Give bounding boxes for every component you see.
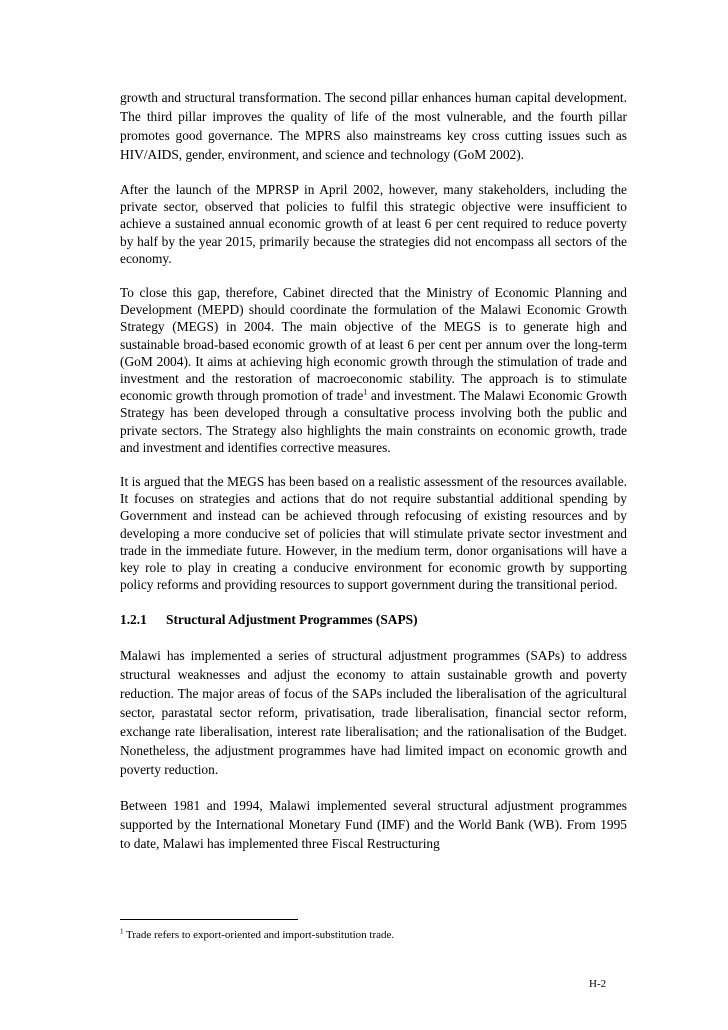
paragraph-megs-text-after: and investment. The Malawi Economic Growth Strategy has been developed through a consultative process involving both the public and private sectors. The Strategy also highlights the main constraints on economic growth, trade and investment and identifies corrective measures. xyxy=(120,388,627,455)
footnote-divider xyxy=(120,919,298,920)
paragraph-saps-history: Between 1981 and 1994, Malawi implemented several structural adjustment programmes supported by the International Monetary Fund (IMF) and the World Bank (WB). From 1995 to date, Malawi has implemented three Fiscal Restructuring xyxy=(120,798,627,852)
section-number: 1.2.1 xyxy=(120,612,147,628)
footnote-reference[interactable]: 1 xyxy=(363,387,368,397)
footnote xyxy=(120,928,394,942)
paragraph-mprsp-launch: After the launch of the MPRSP in April 2002, however, many stakeholders, including the private sector, observed that policies to fulfil this strategic objective were insufficient to achieve a sustained annual economic growth of at least 6 per cent required to reduce poverty by half by the year 2015, primarily because the strategies did not encompass all sectors of the economy. xyxy=(120,182,627,266)
section-heading xyxy=(120,610,627,629)
page-number: H-2 xyxy=(589,978,607,990)
paragraph-megs-formulation xyxy=(120,284,627,456)
footnote-text: Trade refers to export-oriented and import-substitution trade. xyxy=(123,929,395,941)
section-title: Structural Adjustment Programmes (SAPS) xyxy=(166,612,418,628)
paragraph-megs-text-before: To close this gap, therefore, Cabinet directed that the Ministry of Economic Planning and Development (MEPD) should coordinate the formulation of the Malawi Economic Growth Strategy (MEGS) in 2004. The main objective of the MEGS is to generate high and sustainable broad-based economic growth of at least 6 per cent per annum over the long-term (GoM 2004). It aims at achieving high economic growth through the stimulation of trade and investment and the restoration of macroeconomic stability. The approach is to stimulate economic growth through promotion of trade xyxy=(120,285,627,404)
footnote-marker: 1 xyxy=(120,927,124,936)
body-text xyxy=(120,88,627,870)
paragraph-mprs-pillars: growth and structural transformation. The second pillar enhances human capital development. The third pillar improves the quality of life of the most vulnerable, and the fourth pillar promotes good governance. The MPRS also mainstreams key cross cutting issues such as HIV/AIDS, gender, environment, and science and technology (GoM 2002). xyxy=(120,90,627,162)
paragraph-megs-assessment: It is argued that the MEGS has been based on a realistic assessment of the resources available. It focuses on strategies and actions that do not require substantial additional spending by Government and instead can be achieved through refocusing of existing resources and by developing a more conducive set of policies that will stimulate private sector investment and trade in the immediate future. However, in the medium term, donor organisations will have a key role to play in creating a conducive environment for economic growth by supporting policy reforms and providing resources to support government during the transitional period. xyxy=(120,474,627,593)
paragraph-saps-overview: Malawi has implemented a series of structural adjustment programmes (SAPs) to address structural weaknesses and adjust the economy to attain sustainable growth and poverty reduction. The major areas of focus of the SAPs included the liberalisation of the agricultural sector, parastatal sector reform, privatisation, trade liberalisation, financial sector reform, exchange rate liberalisation, interest rate liberalisation; and the rationalisation of the Budget. Nonetheless, the adjustment programmes have had limited impact on economic growth and poverty reduction. xyxy=(120,648,627,778)
